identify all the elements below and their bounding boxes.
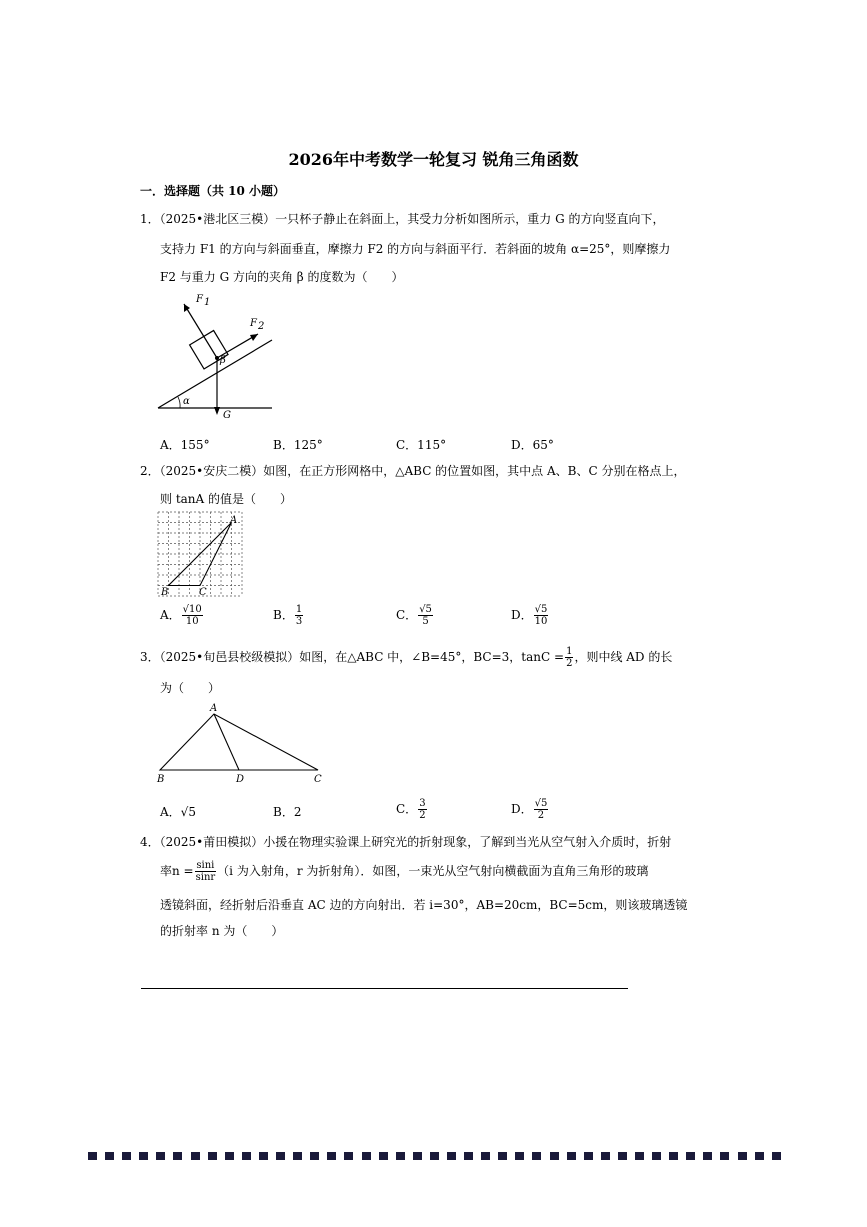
q1-option-d: D．65° [511,438,554,452]
q4-line4: 的折射率 n 为（ ） [160,924,284,938]
label-f1-sub: 1 [204,297,211,308]
label-c: C [199,587,207,598]
footer-dot [139,1152,148,1160]
footer-dot [618,1152,627,1160]
median-ad [214,714,239,770]
q3-option-a: A．√5 [160,805,196,819]
footer-dot [686,1152,695,1160]
q3-line2: 为（ ） [160,681,221,695]
q1-line3: F2 与重力 G 方向的夹角 β 的度数为（ ） [160,270,404,284]
footer-dot [584,1152,593,1160]
q2-option-b: B． $\frac{1}{3}$ [273,604,303,627]
footer-dot [208,1152,217,1160]
footer-dot [447,1152,456,1160]
footer-dot [413,1152,422,1160]
label-c: C [314,774,322,785]
q2-grid-diagram [156,510,246,600]
label-b: B [157,774,165,785]
q1-force-diagram [150,290,285,422]
footer-dot [293,1152,302,1160]
footer-dot [550,1152,559,1160]
q3-triangle-diagram [152,702,332,786]
footer-dot [515,1152,524,1160]
q3-option-c: C． $\frac{3}{2}$ [396,798,426,821]
label-d: D [236,774,245,785]
footer-dot [720,1152,729,1160]
footer-dot [122,1152,131,1160]
footer-dot [601,1152,610,1160]
q4-line3: 透镜斜面，经折射后沿垂直 AC 边的方向射出．若 i=30°，AB=20cm，BC=5cm，则该玻璃透镜 [160,898,688,912]
label-b: B [161,587,169,598]
section-heading: 一．选择题（共 10 小题） [140,184,286,198]
footer-dot [88,1152,97,1160]
q1-line1: 1．（2025•港北区三模）一只杯子静止在斜面上，其受力分析如图所示，重力 G 的方向竖直向下， [140,212,665,226]
footer-dot [344,1152,353,1160]
q2-option-a: A． $\frac{√10}{10}$ [160,604,202,627]
footer-dot [669,1152,678,1160]
footer-dots [88,1152,789,1160]
footer-dot [105,1152,114,1160]
footer-dot [481,1152,490,1160]
footer-dot [327,1152,336,1160]
label-f2: F [250,318,257,329]
q2-option-d: D． $\frac{√5}{10}$ [511,604,548,627]
triangle-abc [160,714,318,770]
footer-dot [652,1152,661,1160]
q3-line1: 3．（2025•旬邑县校级模拟）如图，在△ABC 中，∠B=45°，BC=3，tanC = $\frac{1}{2}$ ，则中线 AD 的长 [140,646,673,669]
footer-rule [141,988,628,989]
footer-dot [738,1152,747,1160]
label-a: A [210,703,218,714]
footer-dot [532,1152,541,1160]
footer-dot [191,1152,200,1160]
footer-dot [635,1152,644,1160]
footer-dot [276,1152,285,1160]
q1-option-c: C．115° [396,438,447,452]
footer-dot [173,1152,182,1160]
q4-line1: 4．（2025•莆田模拟）小援在物理实验课上研究光的折射现象，了解到当光从空气射入介质时，折射 [140,835,672,849]
footer-dot [755,1152,764,1160]
footer-dot [430,1152,439,1160]
footer-dot [772,1152,781,1160]
label-a: A [230,515,238,526]
q1-option-b: B．125° [273,438,323,452]
footer-dot [310,1152,319,1160]
footer-dot [396,1152,405,1160]
q2-line1: 2．（2025•安庆二模）如图，在正方形网格中，△ABC 的位置如图，其中点 A、B、C 分别在格点上， [140,464,686,478]
footer-dot [703,1152,712,1160]
footer-dot [225,1152,234,1160]
footer-dot [498,1152,507,1160]
q1-line2: 支持力 F1 的方向与斜面垂直，摩擦力 F2 的方向与斜面平行．若斜面的坡角 α=25°，则摩擦力 [160,242,671,256]
label-alpha: α [183,396,190,407]
page-title: 2026年中考数学一轮复习 锐角三角函数 [288,150,579,169]
footer-dot [362,1152,371,1160]
footer-dot [156,1152,165,1160]
footer-dot [259,1152,268,1160]
q2-option-c: C． $\frac{√5}{5}$ [396,604,432,627]
q4-line2: 率n = $\frac{\sin i}{\sin r}$ （i 为入射角，r 为折射角）．如图，一束光从空气射向横截面为直角三角形的玻璃 [160,860,649,883]
q3-option-d: D． $\frac{√5}{2}$ [511,798,548,821]
label-f1: F [196,294,203,305]
label-f2-sub: 2 [258,321,265,332]
slope-line [158,340,272,408]
footer-dot [567,1152,576,1160]
footer-dot [379,1152,388,1160]
q1-option-a: A．155° [160,438,210,452]
footer-dot [464,1152,473,1160]
q2-line2: 则 tanA 的值是（ ） [160,492,293,506]
label-beta: β [220,355,226,366]
label-g: G [223,410,231,421]
footer-dot [242,1152,251,1160]
q3-option-b: B．2 [273,805,302,819]
